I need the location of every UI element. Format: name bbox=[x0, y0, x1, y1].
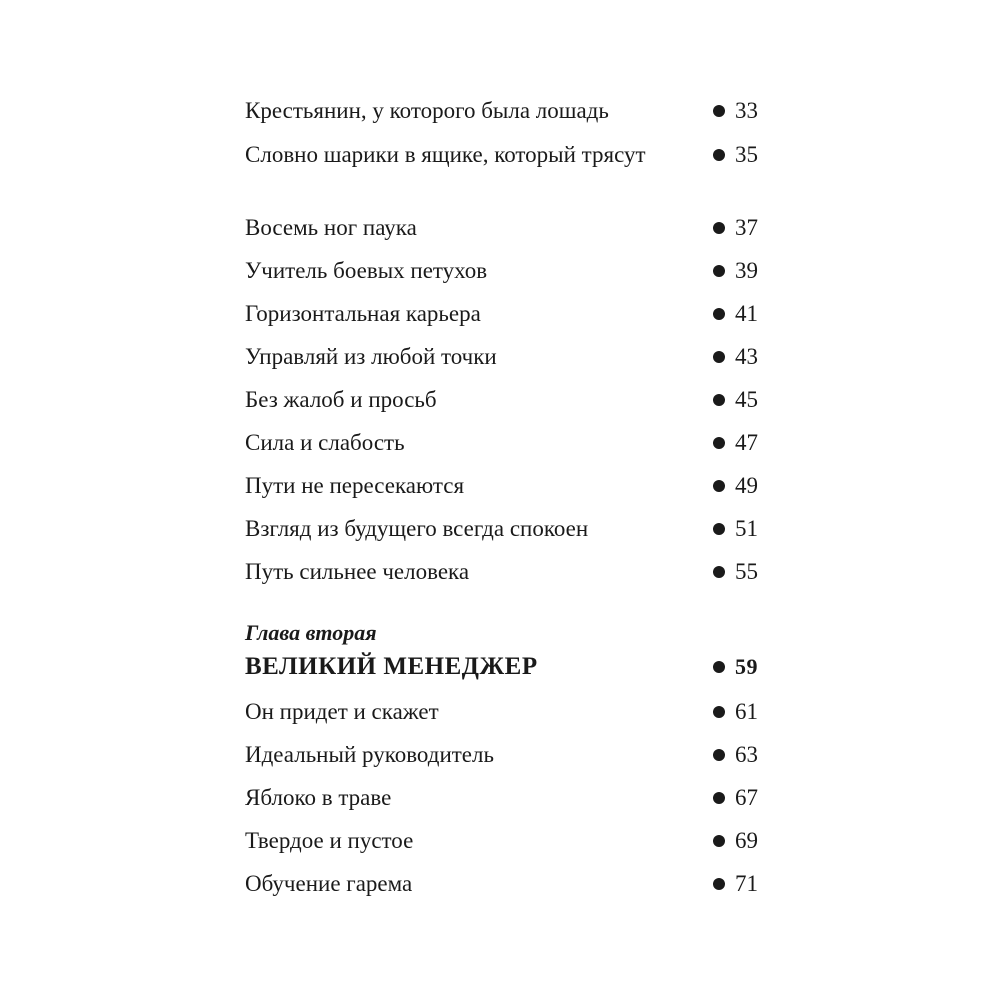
bullet-icon bbox=[713, 792, 725, 804]
page-number: 61 bbox=[735, 699, 758, 724]
toc-entry bbox=[245, 740, 760, 770]
page-number: 55 bbox=[735, 559, 758, 584]
toc-entry-title: Взгляд из будущего всегда спокоен bbox=[245, 516, 589, 541]
bullet-icon bbox=[713, 523, 725, 535]
chapter-label: Глава вторая bbox=[245, 620, 377, 645]
toc-entry bbox=[245, 140, 760, 170]
page-number: 49 bbox=[735, 473, 758, 498]
toc-entry-title: Горизонтальная карьера bbox=[245, 301, 481, 326]
toc-entry-title: Учитель боевых петухов bbox=[245, 258, 488, 283]
bullet-icon bbox=[713, 437, 725, 449]
chapter-page bbox=[713, 650, 758, 684]
bullet-icon bbox=[713, 105, 725, 117]
bullet-icon bbox=[713, 222, 725, 234]
page-number: 59 bbox=[735, 654, 758, 679]
toc-entry-page bbox=[713, 213, 758, 243]
bullet-icon bbox=[713, 149, 725, 161]
toc-entry-title: Он придет и скажет bbox=[245, 699, 439, 724]
toc-entry-title: Сила и слабость bbox=[245, 430, 405, 455]
toc-entry bbox=[245, 557, 760, 587]
page-number: 63 bbox=[735, 742, 758, 767]
page-number: 43 bbox=[735, 344, 758, 369]
toc-entry bbox=[245, 96, 760, 126]
page-number: 35 bbox=[735, 142, 758, 167]
toc-entry-title: Идеальный руководитель bbox=[245, 742, 494, 767]
toc-entry-title: Управляй из любой точки bbox=[245, 344, 497, 369]
toc-entry bbox=[245, 256, 760, 286]
page-number: 47 bbox=[735, 430, 758, 455]
toc-entry-title: Обучение гарема bbox=[245, 871, 413, 896]
toc-entry-page bbox=[713, 869, 758, 899]
toc-entry-title: Восемь ног паука bbox=[245, 215, 417, 240]
toc-entry-title: Путь сильнее человека bbox=[245, 559, 470, 584]
page-number: 41 bbox=[735, 301, 758, 326]
toc-entry-page bbox=[713, 471, 758, 501]
toc-entry-title: Пути не пересекаются bbox=[245, 473, 465, 498]
bullet-icon bbox=[713, 394, 725, 406]
toc-entry bbox=[245, 213, 760, 243]
toc-entry bbox=[245, 428, 760, 458]
toc-entry-title: Твердое и пустое bbox=[245, 828, 414, 853]
toc-entry-page bbox=[713, 299, 758, 329]
toc-entry bbox=[245, 783, 760, 813]
chapter-title: ВЕЛИКИЙ МЕНЕДЖЕР bbox=[245, 653, 538, 680]
page-number: 71 bbox=[735, 871, 758, 896]
toc-entry-page bbox=[713, 740, 758, 770]
bullet-icon bbox=[713, 265, 725, 277]
toc-entry-page bbox=[713, 514, 758, 544]
toc-entry-title: Без жалоб и просьб bbox=[245, 387, 437, 412]
bullet-icon bbox=[713, 308, 725, 320]
toc-entry-page bbox=[713, 428, 758, 458]
bullet-icon bbox=[713, 835, 725, 847]
toc-entry bbox=[245, 826, 760, 856]
page-number: 69 bbox=[735, 828, 758, 853]
toc-entry-title: Крестьянин, у которого была лошадь bbox=[245, 98, 609, 123]
toc-entry-page bbox=[713, 783, 758, 813]
bullet-icon bbox=[713, 706, 725, 718]
bullet-icon bbox=[713, 566, 725, 578]
page-number: 39 bbox=[735, 258, 758, 283]
toc-entry-page bbox=[713, 140, 758, 170]
toc-entry-title: Словно шарики в ящике, который трясут bbox=[245, 142, 646, 167]
toc-entry-page bbox=[713, 342, 758, 372]
page-number: 51 bbox=[735, 516, 758, 541]
bullet-icon bbox=[713, 661, 725, 673]
toc-entry-page bbox=[713, 96, 758, 126]
toc-entry-page bbox=[713, 826, 758, 856]
bullet-icon bbox=[713, 878, 725, 890]
page-number: 33 bbox=[735, 98, 758, 123]
toc-entry bbox=[245, 514, 760, 544]
toc-entry bbox=[245, 471, 760, 501]
toc-entry-page bbox=[713, 385, 758, 415]
chapter-heading bbox=[245, 650, 760, 684]
page-number: 67 bbox=[735, 785, 758, 810]
toc-entry bbox=[245, 385, 760, 415]
toc-entry bbox=[245, 299, 760, 329]
page-number: 37 bbox=[735, 215, 758, 240]
page-number: 45 bbox=[735, 387, 758, 412]
toc-entry-page bbox=[713, 697, 758, 727]
toc-entry-page bbox=[713, 557, 758, 587]
toc-entry bbox=[245, 342, 760, 372]
bullet-icon bbox=[713, 351, 725, 363]
bullet-icon bbox=[713, 749, 725, 761]
toc-entry-page bbox=[713, 256, 758, 286]
toc-entry bbox=[245, 697, 760, 727]
toc-entry-title: Яблоко в траве bbox=[245, 785, 392, 810]
toc-entry bbox=[245, 869, 760, 899]
bullet-icon bbox=[713, 480, 725, 492]
